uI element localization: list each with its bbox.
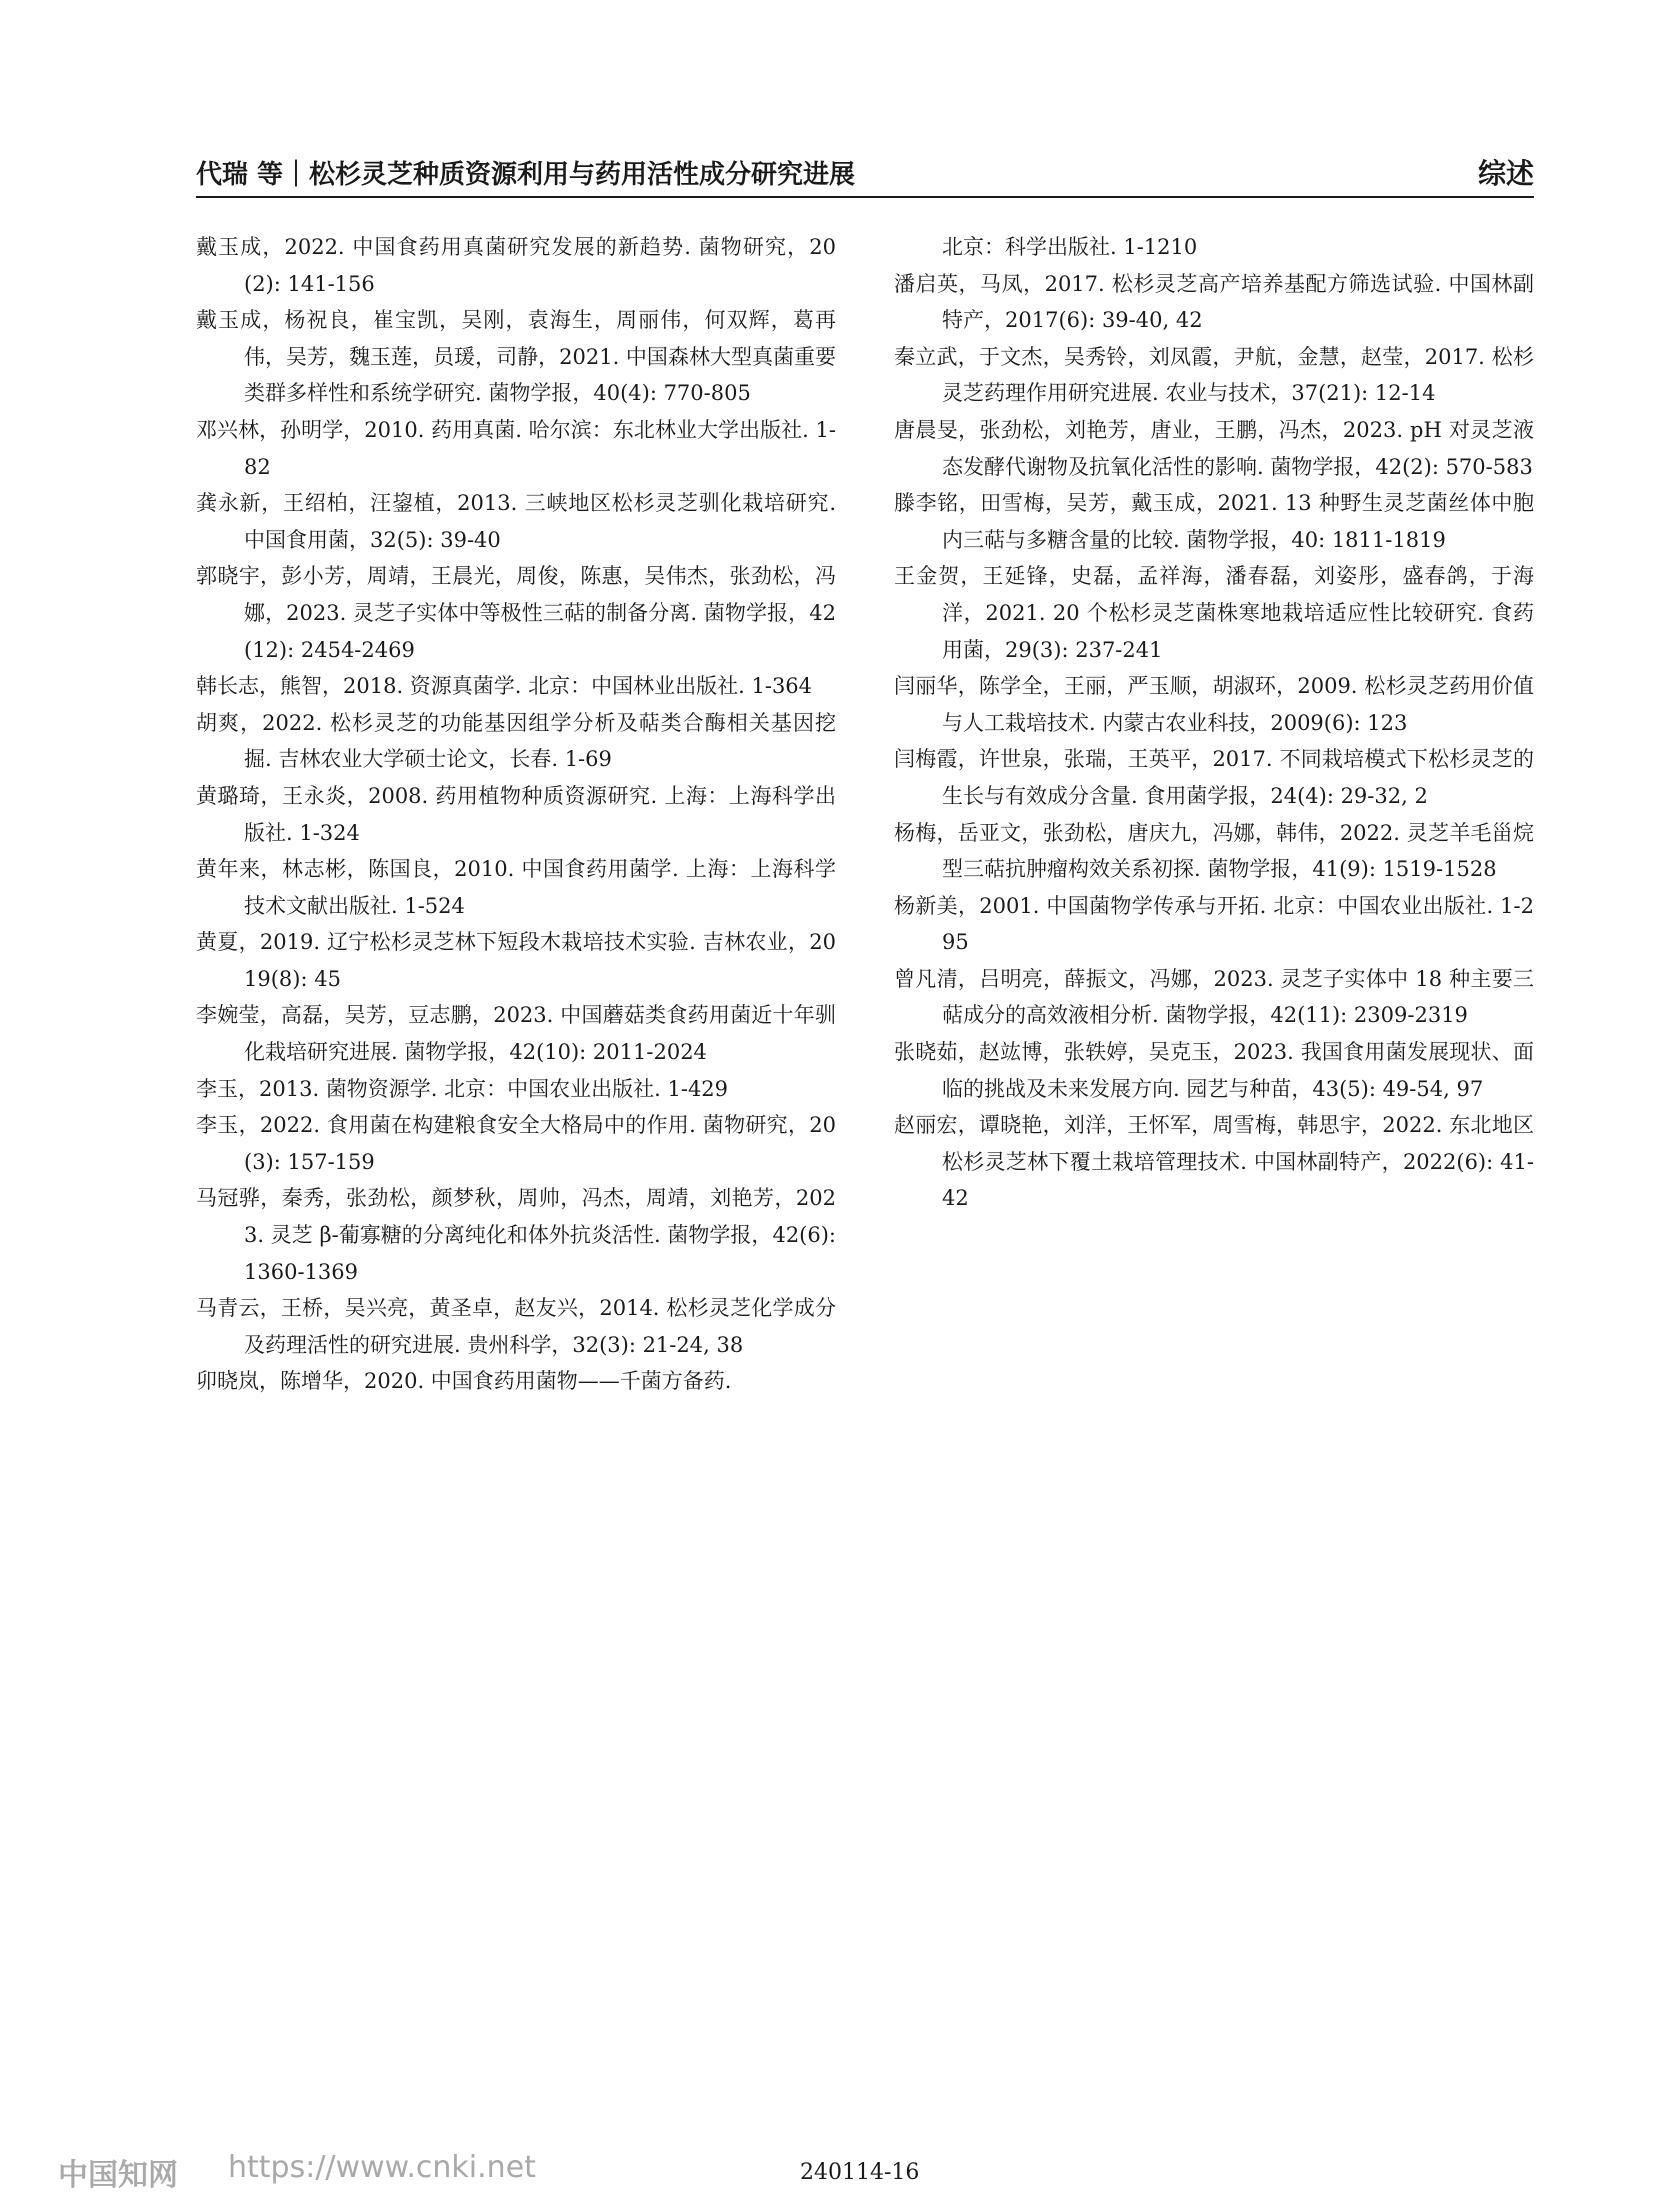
reference-entry: 戴玉成，杨祝良，崔宝凯，吴刚，袁海生，周丽伟，何双辉，葛再伟，吴芳，魏玉莲，员瑗，司静，2021. 中国森林大型真菌重要类群多样性和系统学研究. 菌物学报，40(4): 770-805 [196,308,836,406]
reference-entry: 黄夏，2019. 辽宁松杉灵芝林下短段木栽培技术实验. 吉林农业，2019(8): 45 [196,930,836,991]
reference-entry: 马青云，王桥，吴兴亮，黄圣卓，赵友兴，2014. 松杉灵芝化学成分及药理活性的研究进展. 贵州科学，32(3): 21-24, 38 [196,1296,836,1357]
reference-entry: 杨梅，岳亚文，张劲松，唐庆九，冯娜，韩伟，2022. 灵芝羊毛甾烷型三萜抗肿瘤构效关系初探. 菌物学报，41(9): 1519-1528 [894,820,1534,882]
reference-entry: 卯晓岚，陈增华，2020. 中国食药用菌物——千菌方备药. [196,1369,732,1394]
cnki-url: https://www.cnki.net [228,2150,536,2185]
reference-entry: 唐晨旻，张劲松，刘艳芳，唐业，王鹏，冯杰，2023. pH 对灵芝液态发酵代谢物及抗氧化活性的影响. 菌物学报，42(2): 570-583 [894,417,1534,479]
reference-entry: 胡爽，2022. 松杉灵芝的功能基因组学分析及萜类合酶相关基因挖掘. 吉林农业大学硕士论文，长春. 1-69 [196,710,836,772]
running-title: 代瑞 等｜松杉灵芝种质资源利用与药用活性成分研究进展 [196,160,856,190]
reference-entry: 赵丽宏，谭晓艳，刘洋，王怀军，周雪梅，韩思宇，2022. 东北地区松杉灵芝林下覆土栽培管理技术. 中国林副特产，2022(6): 41-42 [894,1113,1534,1211]
reference-entry: 邓兴林，孙明学，2010. 药用真菌. 哈尔滨：东北林业大学出版社. 1-82 [196,417,836,479]
reference-entry: 滕李铭，田雪梅，吴芳，戴玉成，2021. 13 种野生灵芝菌丝体中胞内三萜与多糖含量的比较. 菌物学报，40: 1811-1819 [894,491,1534,552]
reference-entry: 潘启英，马凤，2017. 松杉灵芝高产培养基配方筛选试验. 中国林副特产，2017(6): 39-40, 42 [894,271,1534,333]
reference-entry: 黄璐琦，王永炎，2008. 药用植物种质资源研究. 上海：上海科学出版社. 1-324 [196,783,836,845]
reference-entry: 郭晓宇，彭小芳，周靖，王晨光，周俊，陈惠，吴伟杰，张劲松，冯娜，2023. 灵芝子实体中等极性三萜的制备分离. 菌物学报，42(12): 2454-2469 [196,564,836,662]
reference-entry: 杨新美，2001. 中国菌物学传承与开拓. 北京：中国农业出版社. 1-295 [894,893,1534,955]
reference-entry: 戴玉成，2022. 中国食药用真菌研究发展的新趋势. 菌物研究，20(2): 141-156 [196,235,836,296]
reference-entry: 曾凡清，吕明亮，薛振文，冯娜，2023. 灵芝子实体中 18 种主要三萜成分的高效液相分析. 菌物学报，42(11): 2309-2319 [894,966,1534,1028]
reference-entry: 张晓茹，赵竑博，张轶婷，吴克玉，2023. 我国食用菌发展现状、面临的挑战及未来发展方向. 园艺与种苗，43(5): 49-54, 97 [894,1040,1534,1101]
cnki-logo: 中国知网 [58,2158,178,2193]
reference-column-left [196,229,836,1400]
running-header [196,152,1534,196]
reference-entry: 李玉，2013. 菌物资源学. 北京：中国农业出版社. 1-429 [196,1076,729,1101]
header-divider [196,196,1534,198]
reference-entry: 马冠骅，秦秀，张劲松，颜梦秋，周帅，冯杰，周靖，刘艳芳，2023. 灵芝 β-葡寡糖的分离纯化和体外抗炎活性. 菌物学报，42(6): 1360-1369 [196,1186,836,1284]
reference-column-right [894,229,1534,1217]
reference-entry: 韩长志，熊智，2018. 资源真菌学. 北京：中国林业出版社. 1-364 [196,674,813,699]
section-label: 综述 [1477,157,1534,190]
reference-entry: 闫丽华，陈学全，王丽，严玉顺，胡淑环，2009. 松杉灵芝药用价值与人工栽培技术. 内蒙古农业科技，2009(6): 123 [894,674,1534,735]
reference-entry: 黄年来，林志彬，陈国良，2010. 中国食药用菌学. 上海：上海科学技术文献出版社. 1-524 [196,857,836,918]
reference-entry: 王金贺，王延锋，史磊，孟祥海，潘春磊，刘姿彤，盛春鸽，于海洋，2021. 20 个松杉灵芝菌株寒地栽培适应性比较研究. 食药用菌，29(3): 237-241 [894,564,1534,662]
page-number: 240114-16 [800,2160,920,2185]
reference-entry: 秦立武，于文杰，吴秀铃，刘凤霞，尹航，金慧，赵莹，2017. 松杉灵芝药理作用研究进展. 农业与技术，37(21): 12-14 [894,344,1534,406]
reference-entry: 李婉莹，高磊，吴芳，豆志鹏，2023. 中国蘑菇类食药用菌近十年驯化栽培研究进展. 菌物学报，42(10): 2011-2024 [196,1003,836,1065]
reference-entry: 闫梅霞，许世泉，张瑞，王英平，2017. 不同栽培模式下松杉灵芝的生长与有效成分含量. 食用菌学报，24(4): 29-32, 2 [894,747,1534,808]
reference-entry: 龚永新，王绍柏，汪鋆植，2013. 三峡地区松杉灵芝驯化栽培研究. 中国食用菌，32(5): 39-40 [196,491,836,552]
reference-entry: 李玉，2022. 食用菌在构建粮食安全大格局中的作用. 菌物研究，20(3): 157-159 [196,1113,836,1174]
reference-continuation: 北京：科学出版社. 1-1210 [942,235,1198,259]
